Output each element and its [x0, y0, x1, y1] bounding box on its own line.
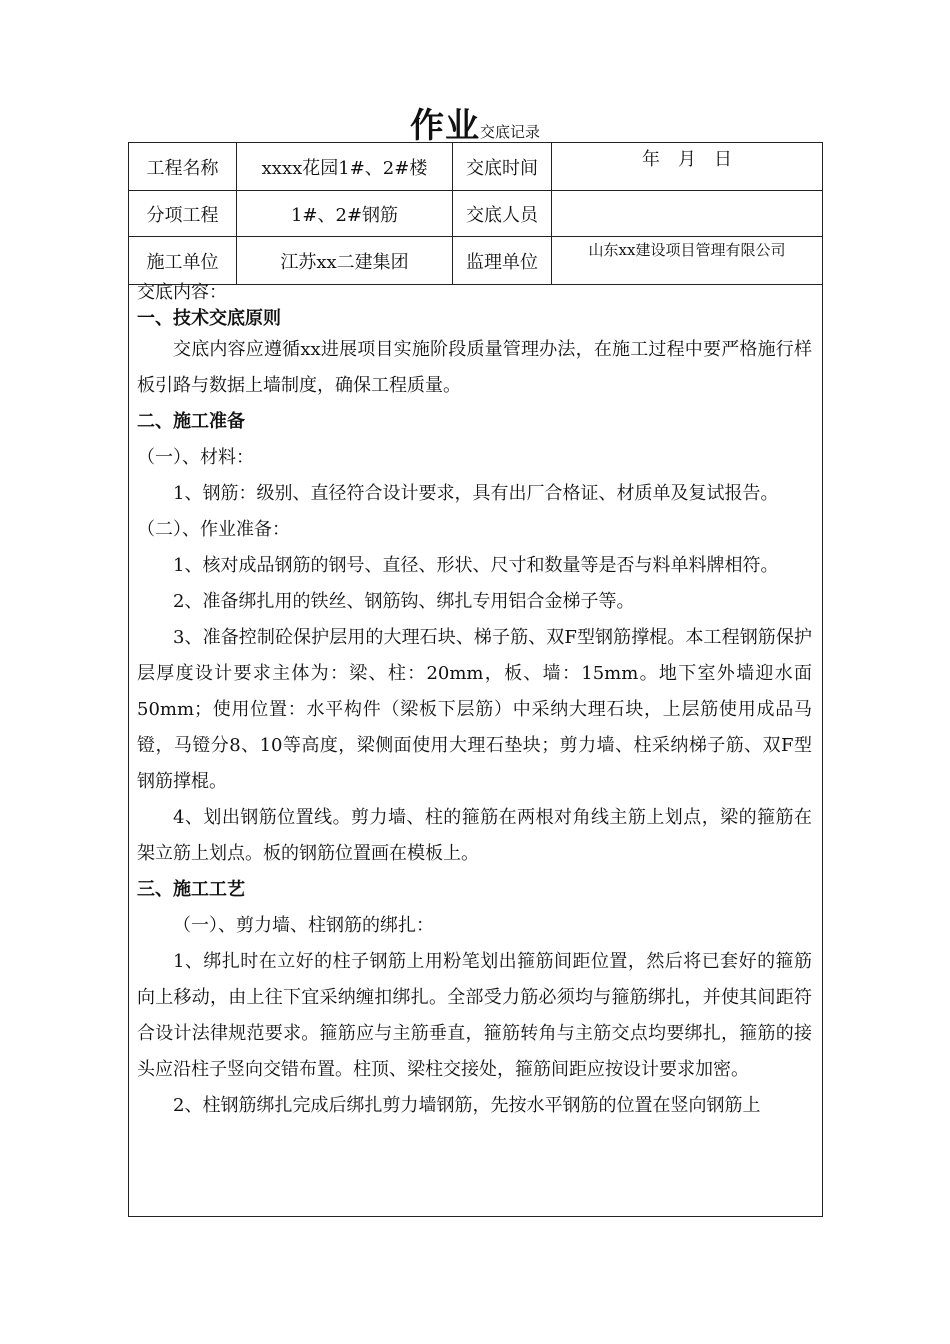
section-3-heading: 三、施工工艺	[137, 879, 245, 900]
section-2-sub-1-paragraph: 1、钢筋：级别、直径符合设计要求，具有出厂合格证、材质单及复试报告。	[173, 483, 779, 504]
person-value	[552, 191, 823, 237]
section-2-sub-2-paragraph-1: 1、核对成品钢筋的钢号、直径、形状、尺寸和数量等是否与料单料牌相符。	[173, 555, 779, 576]
header-table	[128, 142, 823, 285]
person-label: 交底人员	[453, 191, 552, 237]
section-2-sub-1: （一）、材料：	[137, 447, 254, 468]
time-value: 年 月 日	[552, 143, 823, 191]
sub-project-value: 1#、2#钢筋	[237, 191, 453, 237]
section-2-heading: 二、施工准备	[137, 411, 245, 432]
supervisor-label: 监理单位	[453, 237, 552, 285]
project-name-value: xxxx花园1#、2#楼	[237, 143, 453, 191]
section-2-sub-2-paragraph-4: 4、划出钢筋位置线。剪力墙、柱的箍筋在两根对角线主筋上划点，梁的箍筋在架立筋上划点。板的钢筋位置画在模板上。	[137, 807, 812, 864]
section-2-sub-2-paragraph-3: 3、准备控制砼保护层用的大理石块、梯子筋、双F型钢筋撑棍。本工程钢筋保护层厚度设计要求主体为：梁、柱：20mm，板、墙：15mm。地下室外墙迎水面50mm；使用位置：水平构件（梁板下层筋）中采纳大理石块，上层筋使用成品马镫，马镫分8、10等高度，梁侧面使用大理石垫块；剪力墙、柱采纳梯子筋、双F型钢筋撑棍。	[137, 627, 812, 792]
content-intro: 交底内容：	[137, 282, 227, 303]
section-1-paragraph: 交底内容应遵循xx进展项目实施阶段质量管理办法，在施工过程中要严格施行样板引路与数据上墙制度，确保工程质量。	[137, 339, 812, 396]
section-3-sub-1: （一）、剪力墙、柱钢筋的绑扎：	[173, 915, 434, 936]
time-label: 交底时间	[453, 143, 552, 191]
section-3-sub-1-paragraph-2: 2、柱钢筋绑扎完成后绑扎剪力墙钢筋，先按水平钢筋的位置在竖向钢筋上	[173, 1095, 761, 1116]
contractor-value: 江苏xx二建集团	[237, 237, 453, 285]
supervisor-value: 山东xx建设项目管理有限公司	[552, 237, 823, 285]
contractor-label: 施工单位	[129, 237, 237, 285]
title-main: 作业	[409, 106, 480, 146]
section-2-sub-2: （二）、作业准备：	[137, 519, 290, 540]
document-title	[0, 98, 950, 147]
title-sub: 交底记录	[479, 123, 540, 141]
section-1-heading: 一、技术交底原则	[137, 308, 281, 329]
section-2-sub-2-paragraph-2: 2、准备绑扎用的铁丝、钢筋钩、绑扎专用铝合金梯子等。	[173, 591, 635, 612]
section-3-sub-1-paragraph-1: 1、绑扎时在立好的柱子钢筋上用粉笔划出箍筋间距位置，然后将已套好的箍筋向上移动，由上往下宜采纳缠扣绑扎。全部受力筋必须均与箍筋绑扎，并使其间距符合设计法律规范要求。箍筋应与主筋垂直，箍筋转角与主筋交点均要绑扎，箍筋的接头应沿柱子竖向交错布置。柱顶、梁柱交接处，箍筋间距应按设计要求加密。	[137, 951, 812, 1080]
content-box	[128, 280, 823, 1217]
project-name-label: 工程名称	[129, 143, 237, 191]
sub-project-label: 分项工程	[129, 191, 237, 237]
